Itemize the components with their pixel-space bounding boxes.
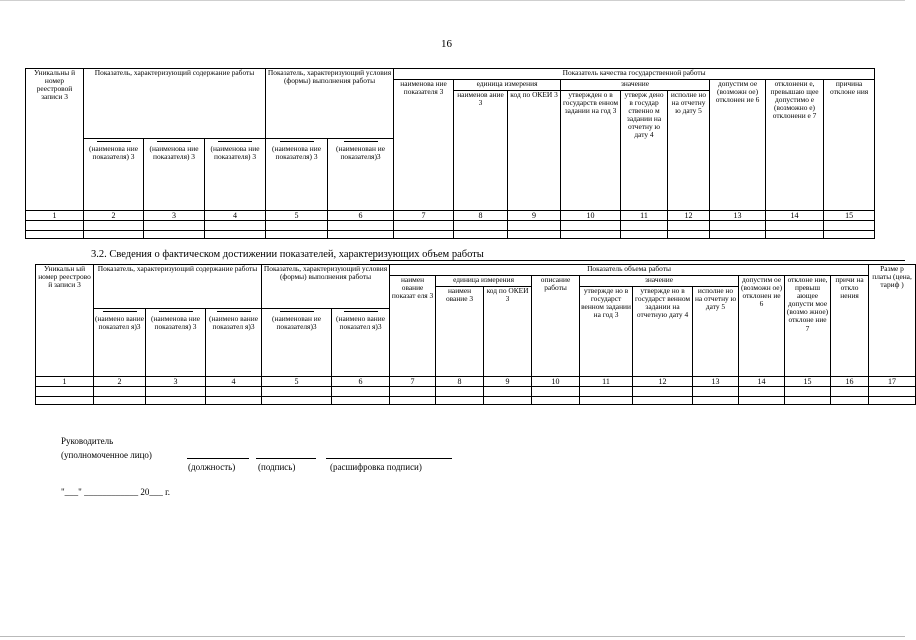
header-volume-indicator: Показатель объема работы — [390, 265, 869, 276]
column-number: 5 — [266, 211, 328, 221]
column-number: 9 — [508, 211, 561, 221]
date-line: "___" ____________ 20___ г. — [61, 487, 171, 497]
sub-conditions-indicator-2: (наименован ие показателя)3 — [328, 139, 394, 211]
sub-content-indicator-3: (наимено вание показател я)3 — [206, 309, 262, 377]
sub-conditions-indicator-1: (наименова ние показателя) 3 — [266, 139, 328, 211]
header-value-approved-date: утверж дено в государ ственно м задании на отчетну ю дату 4 — [621, 91, 668, 211]
scan-edge-bottom — [0, 636, 905, 637]
header-deviation-reason: причина отклоне ния — [824, 80, 875, 211]
header-unit-okei: код по ОКЕИ 3 — [508, 91, 561, 211]
column-number: 1 — [36, 377, 94, 387]
table-row — [26, 231, 875, 239]
decoding-caption: (расшифровка подписи) — [330, 462, 422, 472]
signature-caption: (подпись) — [258, 462, 296, 472]
column-number: 15 — [824, 211, 875, 221]
header-value-approved: утвержден о в государств енном задании на год 3 — [561, 91, 621, 211]
column-number: 2 — [84, 211, 144, 221]
header-unit-okei: код по ОКЕИ 3 — [484, 287, 532, 377]
header-content-indicator: Показатель, характеризующий содержание работы — [94, 265, 262, 309]
column-number: 9 — [484, 377, 532, 387]
sub-content-indicator-2: (наименова ние показателя) 3 — [146, 309, 206, 377]
column-number: 15 — [785, 377, 831, 387]
header-exceeding-deviation: отклоне ние, превыш ающее допусти мое (возмо жное) отклоне ние 7 — [785, 276, 831, 377]
header-content-indicator: Показатель, характеризующий содержание работы — [84, 69, 266, 139]
signature-head-label: Руководитель — [61, 436, 114, 446]
header-value-executed: исполне но на отчетну ю дату 5 — [693, 287, 739, 377]
column-number: 13 — [710, 211, 766, 221]
column-number: 6 — [332, 377, 390, 387]
column-number: 6 — [328, 211, 394, 221]
header-unit: единица измерения — [436, 276, 532, 287]
header-indicator-name: наимен ование показат еля 3 — [390, 276, 436, 377]
page-number: 16 — [441, 38, 452, 50]
table-row — [26, 221, 875, 231]
column-number: 10 — [561, 211, 621, 221]
column-number: 17 — [869, 377, 916, 387]
sub-conditions-indicator-1: (наименован ие показателя)3 — [262, 309, 332, 377]
header-value: значение — [561, 80, 710, 91]
quality-indicators-table — [25, 68, 875, 239]
header-unique-number: Уникальн ый номер реестрово й записи 3 — [36, 265, 94, 377]
column-number: 11 — [621, 211, 668, 221]
column-number: 14 — [766, 211, 824, 221]
header-unit-name: наименов ание 3 — [454, 91, 508, 211]
header-unit-name: наимен ование 3 — [436, 287, 484, 377]
header-indicator-name: наименова ние показателя 3 — [394, 80, 454, 211]
section-title: 3.2. Сведения о фактическом достижении показателей, характеризующих объем работы — [91, 249, 484, 260]
signature-authorized-label: (уполномоченное лицо) — [61, 450, 152, 460]
header-conditions-indicator: Показатель, характеризующий условия (формы) выполнения работы — [262, 265, 390, 309]
header-exceeding-deviation: отклонени е, превышаю щее допустимо е (возможно е) отклонени е 7 — [766, 80, 824, 211]
column-number: 5 — [262, 377, 332, 387]
header-conditions-indicator: Показатель, характеризующий условия (формы) выполнения работы — [266, 69, 394, 139]
column-number: 14 — [739, 377, 785, 387]
column-number: 16 — [831, 377, 869, 387]
header-allowed-deviation: допустим ое (возможн ое) отклонен ие 6 — [710, 80, 766, 211]
header-value: значение — [580, 276, 739, 287]
header-payment-size: Разме р платы (цена, тариф ) — [869, 265, 916, 377]
table-row — [36, 387, 916, 397]
decoding-line — [326, 458, 452, 459]
header-quality-indicator: Показатель качества государственной работы — [394, 69, 875, 80]
table-row — [36, 397, 916, 405]
header-work-description: описание работы — [532, 276, 580, 377]
sub-content-indicator-3: (наименова ние показателя) 3 — [205, 139, 266, 211]
sub-content-indicator-1: (наименова ние показателя) 3 — [84, 139, 144, 211]
column-number: 4 — [205, 211, 266, 221]
header-allowed-deviation: допустим ое (возможн ое) отклонен ие 6 — [739, 276, 785, 377]
header-value-executed: исполне но на отчетну ю дату 5 — [668, 91, 710, 211]
column-number: 7 — [390, 377, 436, 387]
column-number: 13 — [693, 377, 739, 387]
section-underline — [370, 260, 905, 261]
header-unit: единица измерения — [454, 80, 561, 91]
header-deviation-reason: причи на откло нения — [831, 276, 869, 377]
header-value-approved-date: утвержде но в государст венном задании на отчетную дату 4 — [633, 287, 693, 377]
column-numbers-row — [36, 377, 916, 387]
position-line — [187, 458, 249, 459]
sub-conditions-indicator-2: (наимено вание показател я)3 — [332, 309, 390, 377]
column-number: 7 — [394, 211, 454, 221]
header-value-approved: утвержде но в государст венном задании на год 3 — [580, 287, 633, 377]
column-number: 8 — [436, 377, 484, 387]
column-number: 8 — [454, 211, 508, 221]
position-caption: (должность) — [188, 462, 236, 472]
column-number: 2 — [94, 377, 146, 387]
signature-line — [256, 458, 316, 459]
header-unique-number: Уникальны й номер реестровой записи 3 — [26, 69, 84, 211]
volume-indicators-table — [35, 264, 916, 405]
column-numbers-row — [26, 211, 875, 221]
sub-content-indicator-1: (наимено вание показател я)3 — [94, 309, 146, 377]
column-number: 10 — [532, 377, 580, 387]
column-number: 3 — [146, 377, 206, 387]
column-number: 11 — [580, 377, 633, 387]
scan-edge-top — [0, 0, 905, 1]
sub-content-indicator-2: (наименова ние показателя) 3 — [144, 139, 205, 211]
column-number: 12 — [633, 377, 693, 387]
column-number: 4 — [206, 377, 262, 387]
column-number: 1 — [26, 211, 84, 221]
column-number: 12 — [668, 211, 710, 221]
column-number: 3 — [144, 211, 205, 221]
